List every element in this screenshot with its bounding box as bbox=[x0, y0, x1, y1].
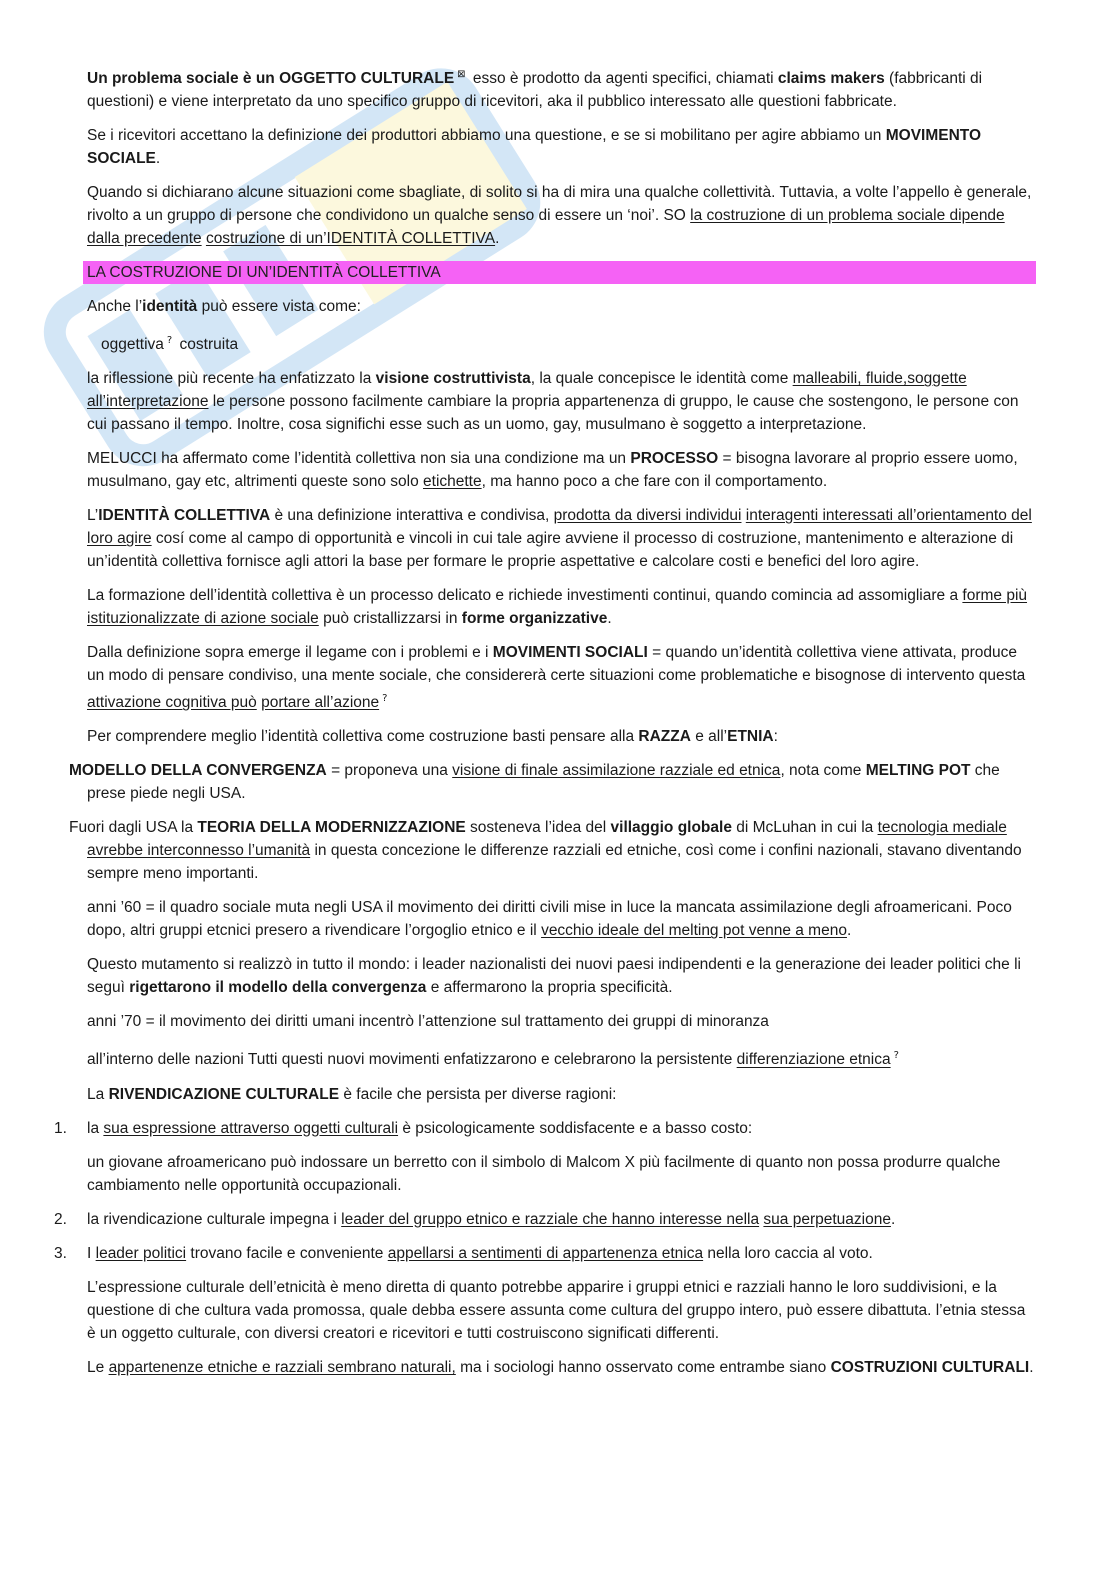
paragraph-social-movement: Se i ricevitori accettano la definizione dei produttori abbiamo una questione, e se si mobilitano per agire abbiamo un MOVIMENTO SOCIALE. bbox=[87, 127, 982, 168]
document-body bbox=[54, 63, 1037, 1390]
paragraph-seventies: anni ’70 = il movimento dei diritti umani incentrò l’attenzione sul trattamento dei gruppi di minoranza bbox=[87, 1013, 769, 1031]
paragraph-cultural-claim: La RIVENDICAZIONE CULTURALE è facile che persista per diverse ragioni: bbox=[87, 1085, 617, 1103]
paragraph-worldwide-change: Questo mutamento si realizzò in tutto il mondo: i leader nazionalisti dei nuovi paesi indipendenti e la generazione dei leader politici che li seguì rigettarono il modello della convergenza e affermarono la propria specificità. bbox=[87, 956, 1021, 997]
paragraph-constructivist: la riflessione più recente ha enfatizzato la visione costruttivista, la quale concepisce le identità come malleabili, fluide,soggette all’interpretazione le persone possono facilmente cambiare la propria appartenenza di gruppo, le cause che sostengono, le persone con cui passano il tempo. Inoltre, cosa significhi esse such as un uomo, gay, musulmano è soggetto a interpretazione. bbox=[87, 370, 1019, 434]
arrow-glyph-icon: ? bbox=[893, 1050, 899, 1062]
identity-options: oggettiva ? costruita bbox=[101, 335, 239, 354]
list-item-3: 3. I leader politici trovano facile e conveniente appellarsi a sentimenti di appartenenza etnica nella loro caccia al voto. bbox=[54, 1244, 873, 1262]
arrow-glyph-icon: ? bbox=[382, 693, 388, 705]
paragraph-race-ethnicity: Per comprendere meglio l’identità collettiva come costruzione basti pensare alla RAZZA e all’ETNIA: bbox=[87, 728, 778, 746]
section-heading: LA COSTRUZIONE DI UN’IDENTITÀ COLLETTIVA bbox=[83, 261, 1036, 284]
arrow-glyph-icon: ? bbox=[166, 335, 173, 347]
paragraph-identity-formation: La formazione dell’identità collettiva è un processo delicato e richiede investimenti continui, quando comincia ad assomigliare a forme più istituzionalizzate di azione sociale può cristallizzarsi in forme organizzative. bbox=[87, 587, 1028, 628]
paragraph-collective-identity-definition: L’IDENTITÀ COLLETTIVA è una definizione interattiva e condivisa, prodotta da diversi individui interagenti interessati all’orientamento del loro agire cosí come al campo di opportunità e vincoli in cui tale agire avviene il processo di costruzione, mantenimento e alterazione di un’identità collettiva fornisce agli attori la base per formare le proprie aspettative e calcolare costi e benefici del loro agire. bbox=[87, 507, 1032, 571]
paragraph-social-movements: Dalla definizione sopra emerge il legame con i problemi e i MOVIMENTI SOCIALI = quando un’identità collettiva viene attivata, produce un modo di pensare condiviso, una mente sociale, che considererà certe situazioni come problematiche e bisognose di intervento questa attivazione cognitiva può portare all’azione ? bbox=[87, 644, 1026, 712]
paragraph-cultural-expression: L’espressione culturale dell’etnicità è meno diretta di quanto potrebbe apparire i gruppi etnici e razziali hanno le loro suddivisioni, e la questione di che cultura vada promossa, quale debba essere assunta come cultura del gruppo intero, può essere dibattuta. l’etnia stessa è un oggetto culturale, con diversi creatori e ricevitori e tutti costruiscono significati differenti. bbox=[87, 1278, 1026, 1342]
paragraph-convergence-model: MODELLO DELLA CONVERGENZA = proponeva una visione di finale assimilazione razziale ed etnica, nota come MELTING POT che prese piede negli USA. bbox=[69, 762, 1000, 803]
paragraph-modernization-theory: Fuori dagli USA la TEORIA DELLA MODERNIZZAZIONE sosteneva l’idea del villaggio globale di McLuhan in cui la tecnologia mediale avrebbe interconnesso l’umanità in questa concezione le differenze razziali ed etniche, così come i confini nazionali, stavano diventando sempre meno importanti. bbox=[69, 819, 1022, 883]
paragraph-social-problem: Un problema sociale è un OGGETTO CULTURALE ⊠ esso è prodotto da agenti specifici, chiamati claims makers (fabbricanti di questioni) e viene interpretato da uno specifico gruppo di ricevitori, aka il pubblico interessato alle questioni fabbricate. bbox=[87, 69, 983, 111]
paragraph-collectivity: Quando si dichiarano alcune situazioni come sbagliate, di solito si ha di mira una qualche collettività. Tuttavia, a volte l’appello è generale, rivolto a un gruppo di persone che condividono un qualche senso di essere un ‘noi’. SO la costruzione di un problema sociale dipende dalla precedente costruzione di un’IDENTITÀ COLLETTIVA. bbox=[87, 184, 1032, 248]
missing-glyph-icon: ⊠ bbox=[457, 69, 466, 80]
paragraph-melucci: MELUCCI ha affermato come l’identità collettiva non sia una condizione ma un PROCESSO = bisogna lavorare al proprio essere uomo, musulmano, gay etc, altrimenti queste sono solo etichette, ma hanno poco a che fare con il comportamento. bbox=[87, 450, 1018, 491]
list-item-1: 1. la sua espressione attraverso oggetti culturali è psicologicamente soddisfacente e a basso costo: bbox=[54, 1119, 753, 1137]
paragraph-identity-intro: Anche l’identità può essere vista come: bbox=[87, 298, 361, 316]
paragraph-ethnic-differentiation: all’interno delle nazioni Tutti questi nuovi movimenti enfatizzarono e celebrarono la persistente differenziazione etnica ? bbox=[87, 1050, 899, 1069]
list-item-2: 2. la rivendicazione culturale impegna i leader del gruppo etnico e razziale che hanno interesse nella sua perpetuazione. bbox=[54, 1210, 896, 1228]
paragraph-sixties: anni ’60 = il quadro sociale muta negli USA il movimento dei diritti civili mise in luce la mancata assimilazione degli afroamericani. Poco dopo, altri gruppi etcnici presero a rivendicare l’orgoglio etnico e il vecchio ideale del melting pot venne a meno. bbox=[87, 899, 1012, 940]
paragraph-malcolm-example: un giovane afroamericano può indossare un berretto con il simbolo di Malcom X più facilmente di quanto non possa produrre qualche cambiamento nelle opportunità occupazionali. bbox=[87, 1153, 1001, 1194]
paragraph-cultural-constructions: Le appartenenze etniche e razziali sembrano naturali, ma i sociologi hanno osservato come entrambe siano COSTRUZIONI CULTURALI. bbox=[87, 1358, 1034, 1376]
